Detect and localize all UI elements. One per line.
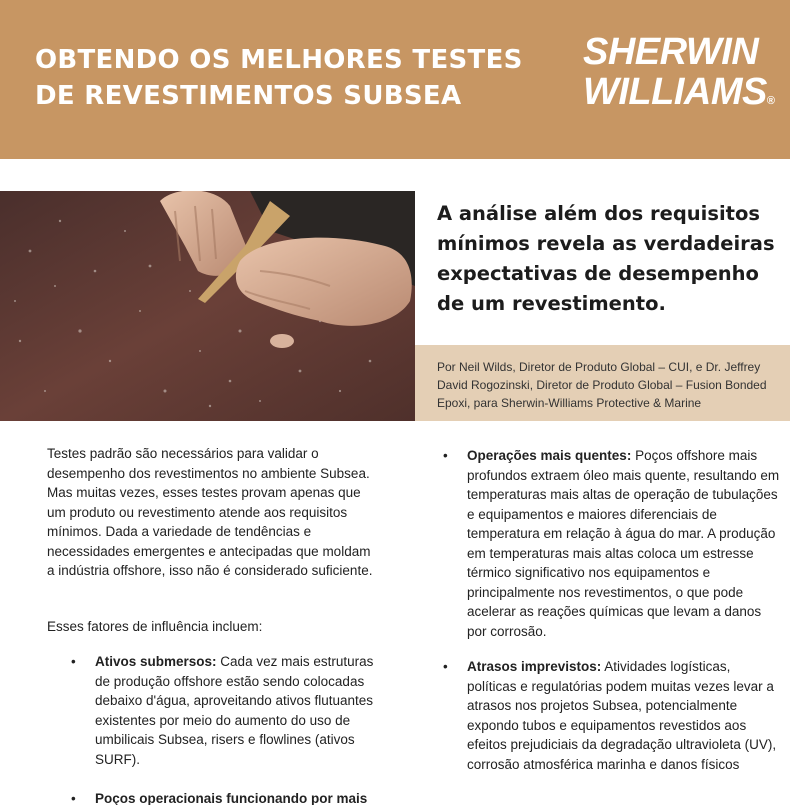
bullet-text: Poços offshore mais profundos extraem óleo mais quente, resultando em temperaturas mais altas de operação de tubulações e equipamentos e maiores diferenciais de temperatura em relação à água do mar. A produção em temperaturas mais altas coloca um estresse térmico significativo nos equipamentos e principalmente nos revestimentos, o que pode acelerar as reações químicas que levam a danos por corrosão. [467,448,780,639]
title-line-2: DE REVESTIMENTOS SUBSEA [35,81,462,111]
logo-line-2-text: WILLIAMS [583,71,767,113]
hero-photo [0,191,415,421]
logo-line-2 [583,71,775,121]
factors-intro: Esses fatores de influência incluem: [47,618,263,634]
bullet-term: Operações mais quentes: [467,448,632,463]
logo-registered-mark: ® [766,95,775,107]
bullet-item [47,789,377,805]
bullet-term: Atrasos imprevistos: [467,659,602,674]
bullet-dot-icon: • [443,448,448,463]
title-line-1: OBTENDO OS MELHORES TESTES [35,45,523,75]
bullet-text: Cada vez mais estruturas de produção offshore estão sendo colocadas debaixo d'água, aproveitando ativos flutuantes existentes por meio do aumento do uso de umbilicais Subsea, risers e flowlines (ativos SURF). [95,654,374,767]
bullet-item [47,652,377,769]
article-byline: Por Neil Wilds, Diretor de Produto Global – CUI, e Dr. Jeffrey David Rogozinski, Diretor de Produto Global – Fusion Bonded Epoxi, para Sherwin-Williams Protective & Marine [437,360,767,410]
bullet-dot-icon: • [71,654,76,669]
bullet-item [440,446,780,641]
bullet-item [440,657,780,774]
bullet-text: Atividades logísticas, políticas e regulatórias podem muitas vezes levar a atrasos nos projetos Subsea, potencialmente expondo tubos e equipamentos revestidos aos efeitos prejudiciais da degradação ultravioleta (UV), corrosão atmosférica marinha e danos físicos [467,659,777,772]
left-column [47,444,377,805]
logo-line-1: SHERWIN [583,31,759,73]
bullet-dot-icon: • [71,791,76,805]
intro-paragraph: Testes padrão são necessários para validar o desempenho dos revestimentos no ambiente Subsea. Mas muitas vezes, esses testes provam apenas que um produto ou revestimento atende aos requisitos mínimos. Dada a variedade de tendências e necessidades emergentes e antecipadas que moldam a indústria offshore, isso não é considerado suficiente. [47,446,373,578]
right-column [440,446,780,790]
article-headline: A análise além dos requisitos mínimos revela as verdadeiras expectativas de desempenho de um revestimento. [437,202,775,315]
hero-photo-illustration [0,191,415,421]
page-title [35,42,555,114]
bullet-term: Ativos submersos: [95,654,217,669]
bullet-term: Poços operacionais funcionando por mais [95,791,368,805]
bullet-dot-icon: • [443,659,448,674]
sherwin-williams-logo [583,31,775,117]
fingertip [270,334,294,348]
